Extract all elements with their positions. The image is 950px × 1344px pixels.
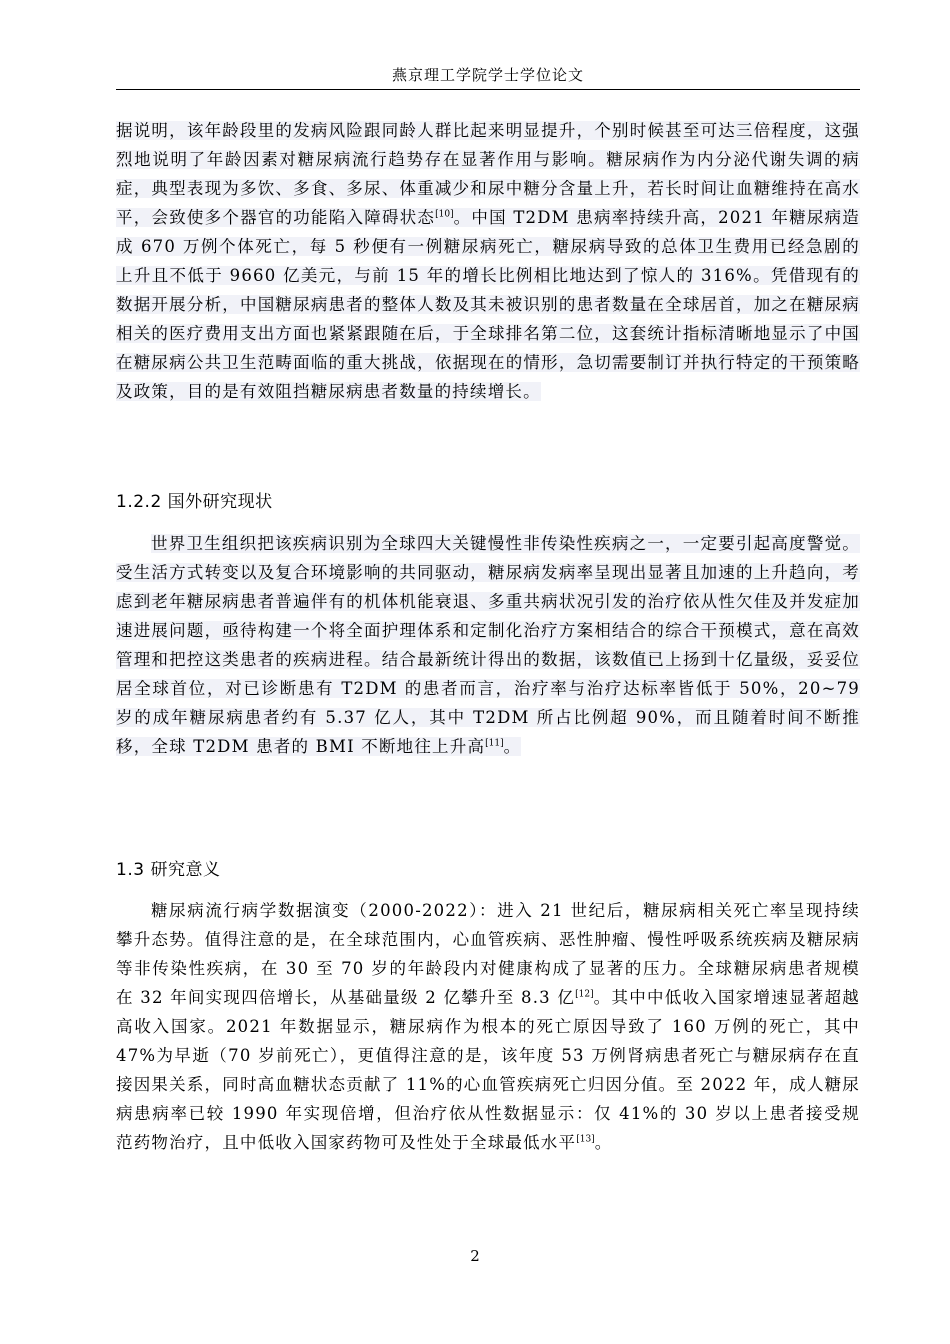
header-rule xyxy=(116,89,860,90)
section-heading-1-2-2: 1.2.2 国外研究现状 xyxy=(116,492,273,512)
paragraph-research-significance xyxy=(116,896,860,1157)
citation[interactable]: [13] xyxy=(576,1134,595,1145)
citation[interactable]: [12] xyxy=(575,989,594,1000)
paragraph-text: 。其中中低收入国家增速显著超越高收入国家。2021 年数据显示，糖尿病作为根本的死亡原因导致了 160 万例的死亡，其中 47%为早逝（70 岁前死亡），更值得注意的是，该年度 53 万例肾病患者死亡与糖尿病存在直接因果关系，同时高血糖状态贡献了 11%的心血管疾病死亡归因分值。至 2022 年，成人糖尿病患病率已较 1990 年实现倍增，但治疗依从性数据显示：仅 41%的 30 岁以上患者接受规范药物治疗，且中低收入国家药物可及性处于全球最低水平 xyxy=(116,988,861,1152)
citation[interactable]: [10] xyxy=(435,209,454,220)
paragraph-china-status xyxy=(116,116,860,406)
paragraph-text: 糖尿病流行病学数据演变（2000-2022）：进入 21 世纪后，糖尿病相关死亡率呈现持续攀升态势。值得注意的是，在全球范围内，心血管疾病、恶性肿瘤、慢性呼吸系统疾病及糖尿病等非传染性疾病，在 30 至 70 岁的年龄段内对健康构成了显著的压力。全球糖尿病患者规模在 32 年间实现四倍增长，从基础量级 2 亿攀升至 8.3 亿 xyxy=(116,901,860,1007)
paragraph-text: 。 xyxy=(503,737,522,756)
paragraph-text: 。中国 T2DM 患病率持续升高，2021 年糖尿病造成 670 万例个体死亡，每 5 秒便有一例糖尿病死亡，糖尿病导致的总体卫生费用已经急剧的上升且不低于 9660 亿美元，与前 15 年的增长比例相比地达到了惊人的 316%。凭借现有的数据开展分析，中国糖尿病患者的整体人数及其未被识别的患者数量在全球居首，加之在糖尿病相关的医疗费用支出方面也紧紧跟随在后，于全球排名第二位，这套统计指标清晰地显示了中国在糖尿病公共卫生范畴面临的重大挑战，依据现在的情形，急切需要制订并执行特定的干预策略及政策，目的是有效阻挡糖尿病患者数量的持续增长。 xyxy=(116,208,860,401)
paragraph-foreign-status xyxy=(116,529,860,761)
section-heading-1-3: 1.3 研究意义 xyxy=(116,860,221,880)
highlighted-text xyxy=(116,534,860,756)
running-header: 燕京理工学院学士学位论文 xyxy=(391,66,584,84)
page-number: 2 xyxy=(470,1247,480,1265)
citation[interactable]: [11] xyxy=(485,738,504,749)
paragraph-text: 世界卫生组织把该疾病识别为全球四大关键慢性非传染性疾病之一，一定要引起高度警觉。受生活方式转变以及复合环境影响的共同驱动，糖尿病发病率呈现出显著且加速的上升趋向，考虑到老年糖尿病患者普遍伴有的机体机能衰退、多重共病状况引发的治疗依从性欠佳及并发症加速进展问题，亟待构建一个将全面护理体系和定制化治疗方案相结合的综合干预模式，意在高效管理和把控这类患者的疾病进程。结合最新统计得出的数据，该数值已上扬到十亿量级，妥妥位居全球首位，对已诊断患有 T2DM 的患者而言，治疗率与治疗达标率皆低于 50%，20~79 岁的成年糖尿病患者约有 5.37 亿人，其中 T2DM 所占比例超 90%，而且随着时间不断推移，全球 T2DM 患者的 BMI 不断地往上升高 xyxy=(116,534,860,756)
highlighted-text xyxy=(116,121,860,401)
paragraph-text: 据说明，该年龄段里的发病风险跟同龄人群比起来明显提升，个别时候甚至可达三倍程度，这强烈地说明了年龄因素对糖尿病流行趋势存在显著作用与影响。糖尿病作为内分泌代谢失调的病症，典型表现为多饮、多食、多尿、体重减少和尿中糖分含量上升，若长时间让血糖维持在高水平，会致使多个器官的功能陷入障碍状态 xyxy=(116,121,860,227)
paragraph-text: 。 xyxy=(594,1133,613,1152)
